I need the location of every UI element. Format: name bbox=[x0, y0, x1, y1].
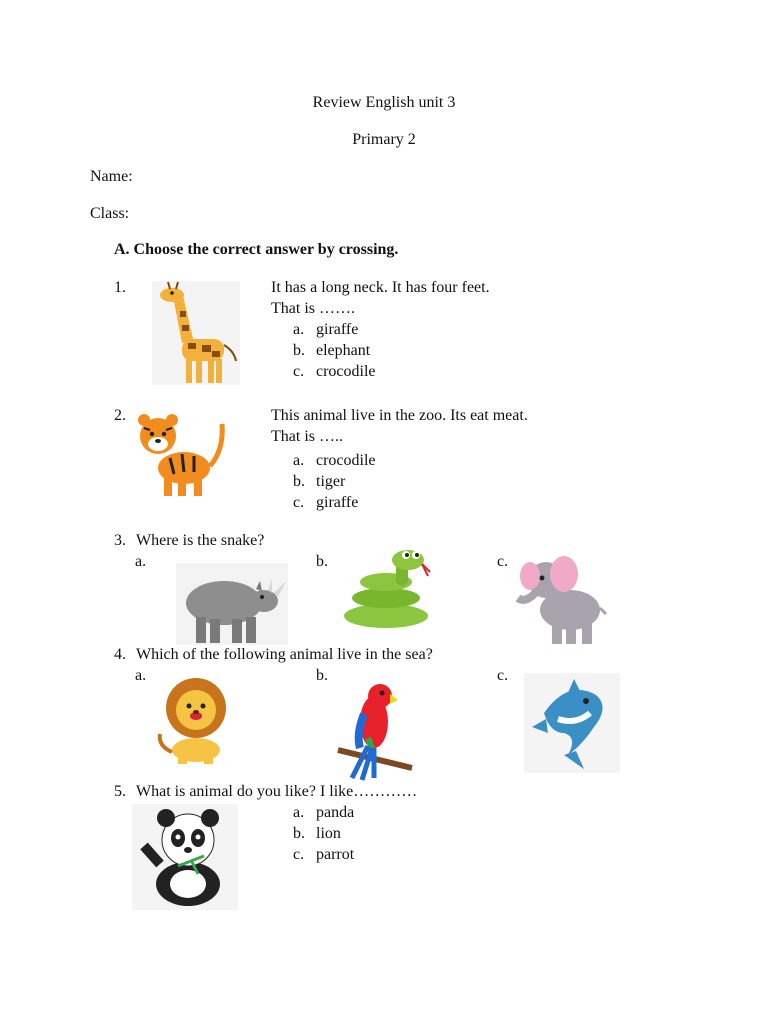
option-text: giraffe bbox=[316, 494, 359, 511]
option-text: panda bbox=[316, 804, 355, 821]
lion-image bbox=[152, 674, 236, 766]
option-letter: b. bbox=[293, 473, 305, 490]
question-number: 4. bbox=[114, 646, 126, 663]
option-letter: a. bbox=[293, 452, 305, 469]
option-text: crocodile bbox=[316, 363, 376, 380]
choice-letter: a. bbox=[135, 667, 147, 684]
page-title: Review English unit 3 bbox=[312, 94, 456, 111]
question-text: What is animal do you like? I like………… bbox=[136, 783, 418, 800]
question-number: 1. bbox=[114, 279, 126, 296]
option-letter: c. bbox=[293, 846, 305, 863]
elephant-image bbox=[512, 548, 608, 648]
option-text: parrot bbox=[316, 846, 355, 863]
snake-image bbox=[336, 546, 436, 632]
option-letter: c. bbox=[293, 363, 305, 380]
option-letter: c. bbox=[293, 494, 305, 511]
class-label: Class: bbox=[90, 205, 130, 222]
choice-letter: c. bbox=[497, 667, 509, 684]
shark-image bbox=[524, 673, 620, 773]
question-number: 3. bbox=[114, 532, 126, 549]
option-text: elephant bbox=[316, 342, 371, 359]
tiger-image bbox=[130, 410, 228, 500]
page-subtitle: Primary 2 bbox=[352, 131, 416, 148]
option-letter: a. bbox=[293, 804, 305, 821]
name-label: Name: bbox=[90, 168, 133, 185]
option-text: tiger bbox=[316, 473, 346, 490]
option-text: lion bbox=[316, 825, 341, 842]
question-number: 2. bbox=[114, 407, 126, 424]
rhino-image bbox=[176, 563, 288, 645]
question-text: Which of the following animal live in the sea? bbox=[136, 646, 433, 663]
choice-letter: c. bbox=[497, 553, 509, 570]
question-text: Where is the snake? bbox=[136, 532, 265, 549]
option-letter: a. bbox=[293, 321, 305, 338]
parrot-image bbox=[334, 678, 416, 782]
option-letter: b. bbox=[293, 825, 305, 842]
option-text: crocodile bbox=[316, 452, 376, 469]
question-number: 5. bbox=[114, 783, 126, 800]
question-text-2: That is ….. bbox=[271, 428, 343, 445]
option-letter: b. bbox=[293, 342, 305, 359]
section-heading: A. Choose the correct answer by crossing. bbox=[114, 241, 399, 258]
panda-image bbox=[132, 804, 238, 910]
choice-letter: b. bbox=[316, 667, 328, 684]
question-text: It has a long neck. It has four feet. bbox=[271, 279, 490, 296]
question-text: This animal live in the zoo. Its eat meat. bbox=[271, 407, 528, 424]
giraffe-image bbox=[152, 281, 240, 385]
choice-letter: b. bbox=[316, 553, 328, 570]
question-text-2: That is ……. bbox=[271, 300, 355, 317]
option-text: giraffe bbox=[316, 321, 359, 338]
choice-letter: a. bbox=[135, 553, 147, 570]
